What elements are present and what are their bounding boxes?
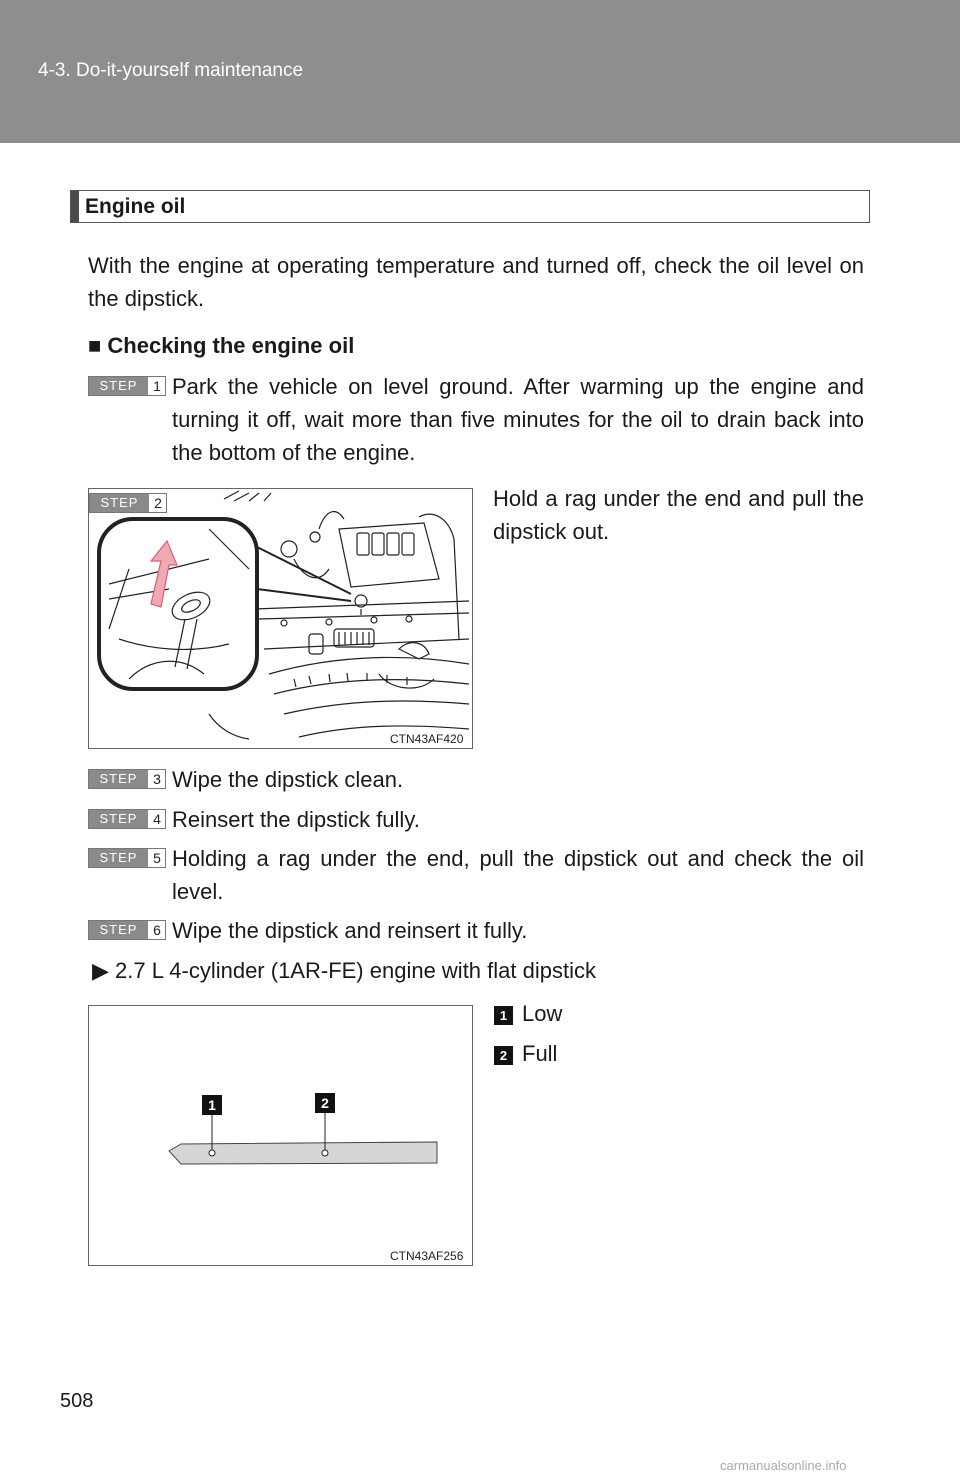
marker-low-label: 1 [208,1097,216,1113]
step-label: STEP [89,849,148,867]
subheading: ■ Checking the engine oil [88,333,355,358]
legend-marker-1: 1 [494,1006,513,1025]
intro-paragraph: With the engine at operating temperature and turned off, check the oil level on the dipstick. [88,253,864,311]
step-badge-3 [88,769,166,789]
section-title: Engine oil [85,195,186,218]
watermark: carmanualsonline.info [720,1458,847,1473]
step-number: 6 [153,922,161,938]
figure-code-dipstick: CTN43AF256 [390,1249,464,1263]
step-label: STEP [89,377,148,395]
step-text-1: Park the vehicle on level ground. After warming up the engine and turning it off, wait more than five minutes for the oil to drain back into the bottom of the engine. [172,374,864,465]
step-number: 5 [153,850,161,866]
step-text-6: Wipe the dipstick and reinsert it fully. [172,918,528,943]
section-heading [70,190,870,223]
dipstick-illustration [89,1006,472,1265]
engine-variant-heading: ▶ 2.7 L 4-cylinder (1AR-FE) engine with flat dipstick [92,958,596,983]
step-badge-1 [88,376,166,396]
step-label: STEP [89,810,148,828]
step-text-3: Wipe the dipstick clean. [172,767,404,792]
step-label: STEP [90,494,149,512]
step-number: 3 [153,771,161,787]
step-label: STEP [89,770,148,788]
step-badge-6 [88,920,166,940]
step-number: 1 [153,378,161,394]
header-section-title: 4-3. Do-it-yourself maintenance [38,60,304,81]
engine-figure [88,488,473,749]
step-text-5: Holding a rag under the end, pull the dipstick out and check the oil level. [172,846,864,904]
page-header [0,0,960,143]
step-badge-5 [88,848,166,868]
legend-low: Low [522,1001,563,1026]
marker-full-label: 2 [321,1095,329,1111]
step-text-2: Hold a rag under the end and pull the dipstick out. [493,486,864,544]
page-number: 508 [60,1390,94,1412]
step-text-4: Reinsert the dipstick fully. [172,807,420,832]
dipstick-figure [88,1005,473,1266]
figure-code-engine: CTN43AF420 [390,732,464,746]
step-number: 2 [154,495,162,511]
step-badge-4 [88,809,166,829]
legend-full: Full [522,1041,558,1066]
step-label: STEP [89,921,148,939]
legend-marker-2: 2 [494,1046,513,1065]
section-accent [71,191,79,222]
engine-illustration [89,489,472,748]
step-number: 4 [153,811,161,827]
